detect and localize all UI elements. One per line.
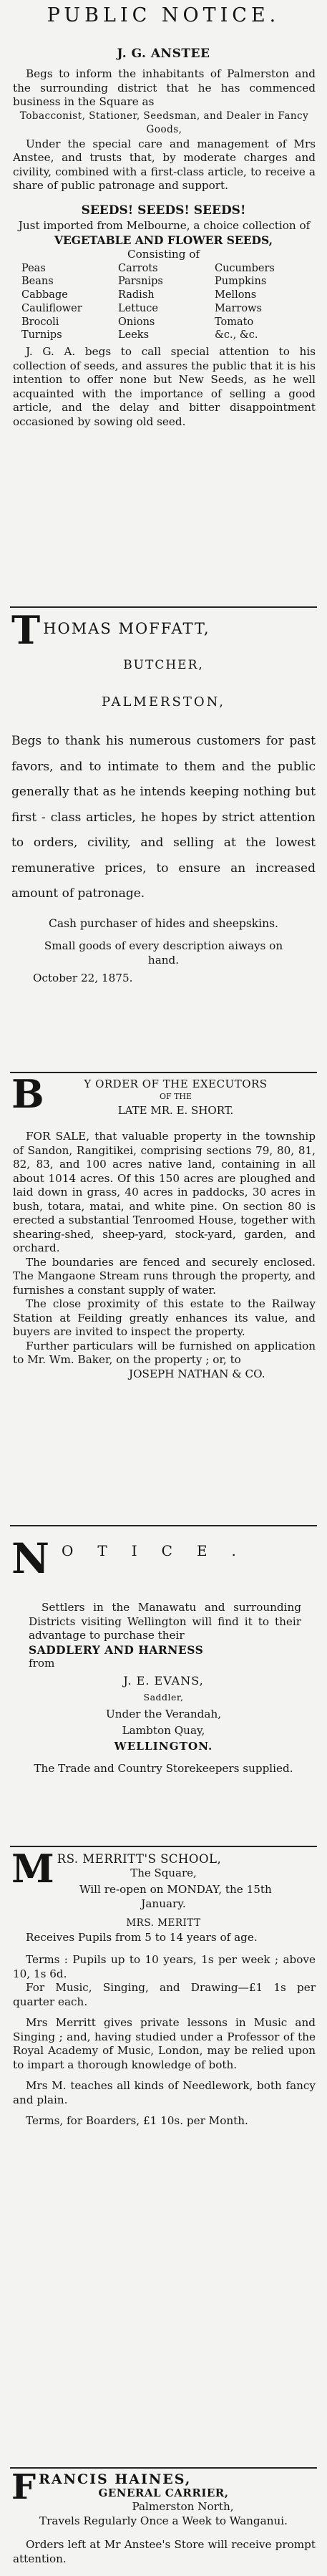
seed-item: Peas: [21, 262, 46, 274]
seeds-column-3: [215, 262, 307, 343]
seed-item: Tomato: [215, 316, 254, 328]
moffatt-cash: Cash purchaser of hides and sheepskins.: [48, 916, 278, 930]
moffatt-heading: [0, 607, 327, 653]
seeds-title: VEGETABLE AND FLOWER SEEDS,: [54, 233, 273, 247]
evans-location: Under the Verandah,: [105, 1707, 222, 1720]
merritt-terms: Terms : Pupils up to 10 years, 1s per week ; above 10, 1s 6d.: [13, 1953, 316, 1980]
haines-orders: Orders left at Mr Anstee's Store will receive prompt attention.: [13, 2538, 316, 2565]
anstee-advertisement: [0, 1, 327, 429]
merritt-name: MRS. MERITT: [126, 1917, 201, 1929]
haines-title: RANCIS HAINES,: [39, 2471, 192, 2487]
seeds-column-1: [21, 262, 114, 343]
haines-location: Palmerston North,: [132, 2500, 234, 2513]
executors-heading-1: Y ORDER OF THE EXECUTORS: [84, 1078, 268, 1090]
evans-advertisement: [0, 1534, 327, 1776]
seeds-banner: SEEDS! SEEDS! SEEDS!: [81, 203, 246, 218]
merritt-school-advertisement: [0, 1846, 327, 2129]
anstee-name: J. G. ANSTEE: [117, 47, 210, 61]
seed-item: Leeks: [118, 329, 150, 342]
haines-drop-letter: F: [11, 2467, 36, 2507]
merritt-receives: Receives Pupils from 5 to 14 years of age.: [26, 1930, 258, 1944]
sale-particulars: Further particulars will be furnished on application to Mr. Wm. Baker, on the property ; or, to: [13, 1339, 316, 1366]
moffatt-title: HOMAS MOFFATT,: [43, 620, 210, 637]
seed-item: Turnips: [21, 329, 62, 342]
merritt-music: For Music, Singing, and Drawing—£1 1s per quarter each.: [13, 1981, 316, 2008]
evans-trade-note: The Trade and Country Storekeepers supplied.: [34, 1762, 293, 1775]
sale-boundaries: The boundaries are fenced and securely enclosed. The Mangaone Stream runs through the property, and furnishes a constant supply of water.: [13, 1255, 316, 1297]
moffatt-small-goods: Small goods of every description aiways on hand.: [44, 939, 283, 967]
notice-title: OTICE.: [62, 1542, 260, 1559]
seed-item: Cucumbers: [215, 262, 275, 274]
sale-proximity: The close proximity of this estate to the Railway Station at Feilding greatly enhances its value, and buyers are invited to inspect the property.: [13, 1297, 316, 1338]
haines-travels: Travels Regularly Once a Week to Wanganui.: [39, 2514, 288, 2527]
seed-item: Brocoli: [21, 316, 59, 328]
evans-street: Lambton Quay,: [122, 1724, 205, 1737]
merritt-boarders: Terms, for Boarders, £1 10s. per Month.: [26, 2114, 248, 2127]
seeds-import-line: Just imported from Melbourne, a choice collection of: [18, 218, 311, 232]
sale-description: FOR SALE, that valuable property in the township of Sandon, Rangitikei, comprising sections 79, 80, 81, 82, 83, and 100 acres native land, containing in all about 1014 acres. Of this 150 acres are ploughed and laid down in grass, 40 acres in paddocks, 30 acres in bush, totara, matai, and white pine. On section 80 is erected a substantial Tenroomed House, together with shearing-shed, sheep-yard, stock-yard, garden, and orchard.: [13, 1130, 316, 1254]
seed-item: Radish: [118, 289, 155, 301]
public-notice-title: PUBLIC NOTICE.: [47, 4, 280, 26]
executors-drop-letter: B: [11, 1071, 44, 1117]
merritt-reopen: Will re-open on MONDAY, the 15th January.: [79, 1883, 272, 1910]
moffatt-date: October 22, 1875.: [33, 972, 133, 984]
evans-trade: Saddler,: [143, 1692, 184, 1703]
short-estate-advertisement: [0, 1071, 327, 1381]
seed-item: Onions: [118, 316, 155, 328]
short-estate-heading: [0, 1071, 327, 1120]
column-divider: [10, 1525, 317, 1526]
executors-heading-3: LATE MR. E. SHORT.: [117, 1104, 234, 1117]
merritt-private-lessons: Mrs Merritt gives private lessons in Music and Singing ; and, having studied under a Professor of the Royal Academy of Music, London, may be relied upon to impart a thorough knowledge of both.: [13, 2016, 316, 2071]
seed-item: Cabbage: [21, 289, 68, 301]
seed-item: &c., &c.: [215, 329, 258, 342]
merritt-location: The Square,: [130, 1866, 197, 1879]
merritt-heading: [0, 1846, 327, 1892]
column-divider: [10, 1072, 317, 1073]
evans-from: from: [29, 1657, 55, 1670]
column-divider: [10, 2467, 317, 2469]
moffatt-drop-letter: T: [11, 607, 41, 653]
seed-item: Beans: [21, 276, 54, 288]
evans-goods: SADDLERY AND HARNESS: [29, 1642, 204, 1657]
executors-heading-2: OF THE: [159, 1092, 192, 1101]
seed-item: Lettuce: [118, 302, 158, 314]
anstee-intro: Begs to inform the inhabitants of Palmerston and the surrounding district that he has commenced business in the Square as: [13, 67, 316, 108]
column-divider: [10, 1846, 317, 1847]
anstee-closing: J. G. A. begs to call special attention to his collection of seeds, and assures the public that it is his intention to offer none but New Seeds, as he well acquainted with the importance of selling a good article, and the delay and bitter disappointment occasioned by sowing old seed.: [13, 345, 316, 428]
seed-item: Parsnips: [118, 276, 163, 288]
seed-item: Mellons: [215, 289, 257, 301]
seeds-list: [0, 262, 327, 343]
moffatt-trade: BUTCHER,: [123, 658, 204, 672]
seed-item: Pumpkins: [215, 276, 267, 288]
seed-item: Cauliflower: [21, 302, 82, 314]
moffatt-body: Begs to thank his numerous customers for past favors, and to intimate to them and the public generally that as he intends keeping nothing but first - class articles, he hopes by strict attention to orders, civility, and selling at the lowest remunerative prices, to ensure an increased amount of patronage.: [11, 734, 316, 901]
seeds-consisting: Consisting of: [127, 248, 200, 261]
merritt-title: RS. MERRITT'S SCHOOL,: [57, 1852, 222, 1866]
merritt-needlework: Mrs M. teaches all kinds of Needlework, both fancy and plain.: [13, 2079, 316, 2106]
merritt-drop-letter: M: [11, 1846, 54, 1892]
moffatt-town: PALMERSTON,: [102, 694, 225, 710]
anstee-body: Under the special care and management of Mrs Anstee, and trusts that, by moderate charges and civility, combined with a first-class article, to receive a share of public patronage and support.: [13, 137, 316, 192]
evans-city: WELLINGTON.: [114, 1739, 213, 1753]
seed-item: Marrows: [215, 302, 262, 314]
haines-advertisement: [0, 2467, 327, 2566]
column-divider: [10, 606, 317, 608]
moffatt-advertisement: [0, 607, 327, 986]
sale-agent: JOSEPH NATHAN & CO.: [129, 1367, 265, 1380]
notice-drop-letter: N: [11, 1534, 50, 1583]
evans-name: J. E. EVANS,: [123, 1673, 204, 1688]
anstee-trades: Tobacconist, Stationer, Seedsman, and Dealer in Fancy Goods,: [19, 110, 309, 135]
haines-trade: GENERAL CARRIER,: [98, 2487, 229, 2499]
evans-heading: [0, 1534, 327, 1583]
seeds-column-2: [118, 262, 210, 343]
evans-body: Settlers in the Manawatu and surrounding Districts visiting Wellington will find it to their advantage to purchase their: [29, 1601, 301, 1642]
seed-item: Carrots: [118, 262, 158, 274]
